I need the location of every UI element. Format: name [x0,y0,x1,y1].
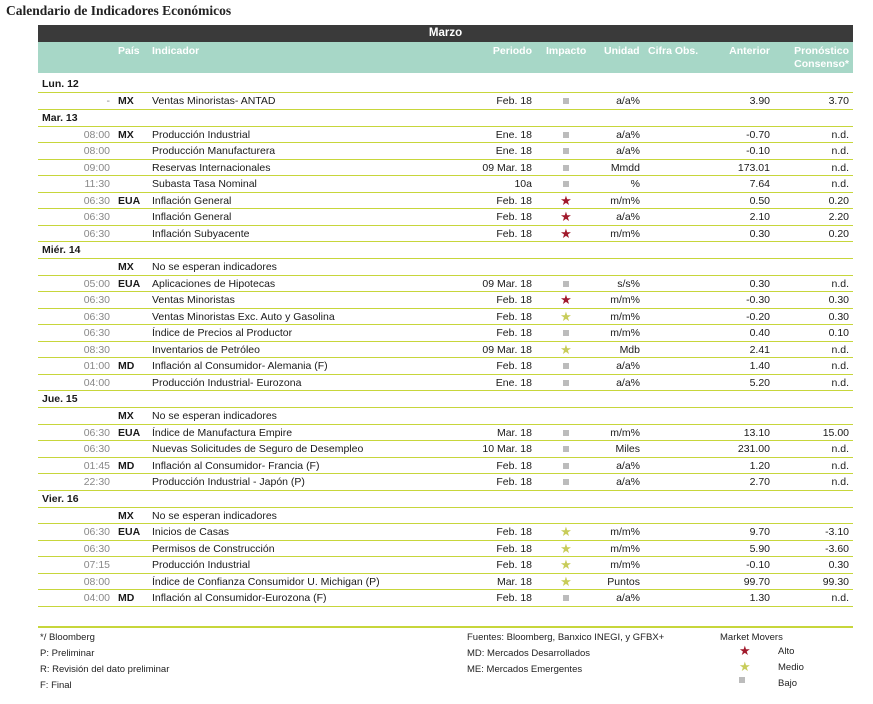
me-note: ME: Mercados Emergentes [467,664,583,675]
pronostico-cell: 0.20 [828,227,849,240]
unidad-cell: m/m% [610,542,640,555]
pronostico-cell: n.d. [831,376,849,389]
anterior-cell: 13.10 [743,426,770,439]
impact-medium-star-icon: ★ [560,540,572,556]
table-row [38,259,853,276]
hora-cell: 06:30 [83,426,110,439]
table-row [38,590,853,607]
unidad-cell: % [630,178,640,190]
unidad-cell: m/m% [610,227,640,240]
periodo-cell: Ene. 18 [495,128,532,141]
col-pais: País [118,45,140,57]
hora-cell: 08:00 [83,128,110,141]
table-row [38,193,853,210]
pronostico-cell: 0.30 [828,559,849,571]
impact-high-star-icon: ★ [560,292,572,307]
col-pronostico [774,45,849,71]
table-row [38,441,853,458]
impact-cell [558,178,574,190]
pais-cell: MD [118,360,135,372]
anterior-cell: 1.20 [749,459,770,472]
periodo-cell: Feb. 18 [496,360,532,372]
day-label: Jue. 15 [42,393,78,405]
pais-cell: EUA [118,277,141,290]
unidad-cell: m/m% [610,294,640,306]
indicador-cell: No se esperan indicadores [152,509,277,522]
table-row [38,375,853,392]
unidad-cell: a/a% [616,95,640,107]
day-label: Vier. 16 [42,492,79,505]
impact-cell [558,559,574,572]
table-row [38,309,853,326]
note-preliminar: P: Preliminar [40,648,95,659]
unidad-cell: m/m% [610,426,640,439]
note-bloomberg: */ Bloomberg [40,632,95,643]
table-row [38,458,853,475]
table-row [38,176,853,193]
note-revision: R: Revisión del dato preliminar [40,664,170,675]
periodo-cell: Ene. 18 [495,145,532,157]
table-row [38,226,853,243]
indicador-cell: Ventas Minoristas Exc. Auto y Gasolina [152,310,335,323]
legend-label: Bajo [778,678,798,689]
pronostico-cell: 0.30 [828,310,849,323]
table-row [38,292,853,309]
periodo-cell: 10a [514,178,532,190]
periodo-cell: Feb. 18 [496,310,532,323]
indicador-cell: Ventas Minoristas [152,294,235,306]
day-label: Miér. 14 [42,244,81,256]
day-header [38,110,853,127]
col-periodo: Periodo [492,45,532,57]
periodo-cell: Feb. 18 [496,559,532,571]
impact-cell [558,192,574,208]
pais-cell: MX [118,509,134,522]
unidad-cell: a/a% [616,476,640,488]
impact-cell [558,377,574,389]
hora-cell: 04:00 [83,376,110,389]
pronostico-cell: n.d. [831,443,849,455]
col-unidad: Unidad [604,45,640,57]
periodo-cell: Mar. 18 [496,426,532,439]
hora-cell: 06:30 [83,211,110,223]
col-indicador: Indicador [152,45,200,57]
impact-low-square-icon [563,132,569,138]
indicador-cell: Producción Industrial [152,559,251,571]
anterior-cell: 0.40 [749,327,770,339]
day-header [38,242,853,259]
hora-cell: 01:45 [83,459,110,472]
legend-label: Alto [778,646,795,657]
impact-cell [558,427,574,439]
impact-cell [558,225,574,241]
periodo-cell: Feb. 18 [496,294,532,306]
periodo-cell: Feb. 18 [496,542,532,555]
impact-cell [558,360,574,372]
md-note: MD: Mercados Desarrollados [467,648,591,659]
impact-high-star-icon: ★ [560,192,572,208]
pronostico-cell: 0.30 [828,294,849,306]
legend-low-square-icon [739,675,745,686]
table-row [38,160,853,177]
impact-cell [558,95,574,107]
pronostico-cell: 0.20 [828,194,849,207]
hora-cell: 06:30 [83,327,110,339]
legend-title: Market Movers [720,632,783,643]
hora-cell: 04:00 [83,592,110,604]
pronostico-cell: n.d. [831,128,849,141]
indicador-cell: Permisos de Construcción [152,542,275,555]
unidad-cell: m/m% [610,327,640,339]
hora-cell: 06:30 [83,294,110,306]
impact-low-square-icon [563,595,569,601]
anterior-cell: 2.10 [749,211,770,223]
indicador-cell: Índice de Confianza Consumidor U. Michigan (P) [152,575,380,588]
pronostico-cell: -3.10 [825,526,849,538]
indicador-cell: Ventas Minoristas- ANTAD [152,95,276,107]
indicador-cell: Nuevas Solicitudes de Seguro de Desempleo [152,443,364,455]
indicador-cell: Inflación Subyacente [152,227,250,240]
table-row [38,408,853,425]
table-row [38,276,853,293]
anterior-cell: -0.30 [746,294,770,306]
pronostico-cell: n.d. [831,360,849,372]
hora-cell: 06:30 [83,542,110,555]
col-anterior: Anterior [729,45,770,57]
hora-cell: 01:00 [83,360,110,372]
impact-low-square-icon [563,98,569,104]
col-pronostico-line2: Consenso* [794,58,849,70]
indicador-cell: Inflación General [152,211,232,223]
impact-cell [558,145,574,157]
indicador-cell: Inventarios de Petróleo [152,343,260,356]
table-row [38,325,853,342]
periodo-cell: 09 Mar. 18 [482,161,532,174]
col-pronostico-line1: Pronóstico [794,45,849,57]
day-header [38,391,853,408]
impact-cell [558,294,574,307]
table-body [38,76,853,607]
impact-cell [558,526,574,539]
month-banner: Marzo [38,25,853,42]
impact-high-star-icon: ★ [560,225,572,241]
hora-cell: 06:30 [83,310,110,323]
pais-cell: EUA [118,526,141,538]
anterior-cell: 231.00 [737,443,770,455]
pais-cell: MX [118,410,134,422]
impact-low-square-icon [563,430,569,436]
impact-low-square-icon [563,446,569,452]
periodo-cell: Feb. 18 [496,95,532,107]
periodo-cell: Feb. 18 [496,592,532,604]
day-header [38,76,853,93]
unidad-cell: Mdb [619,343,640,356]
impact-cell [558,443,574,455]
periodo-cell: Feb. 18 [496,476,532,488]
impact-low-square-icon [563,181,569,187]
impact-low-square-icon [563,479,569,485]
impact-low-square-icon [563,148,569,154]
unidad-cell: a/a% [616,376,640,389]
pronostico-cell: n.d. [831,592,849,604]
hora-cell: 11:30 [84,178,110,190]
pais-cell: EUA [118,194,141,207]
periodo-cell: Mar. 18 [496,575,532,588]
table-row [38,557,853,574]
anterior-cell: 1.30 [749,592,770,604]
impact-cell [558,341,574,357]
table-row [38,574,853,591]
indicador-cell: Inflación al Consumidor- Alemania (F) [152,360,328,372]
periodo-cell: Feb. 18 [496,227,532,240]
impact-cell [558,308,574,324]
pronostico-cell: n.d. [831,178,849,190]
indicador-cell: Producción Industrial - Japón (P) [152,476,305,488]
anterior-cell: -0.70 [746,128,770,141]
anterior-cell: 0.30 [749,227,770,240]
hora-cell: 06:30 [83,194,110,207]
table-row [38,474,853,491]
hora-cell: 06:30 [83,227,110,240]
impact-low-square-icon [563,165,569,171]
impact-cell [558,327,574,339]
hora-cell: 06:30 [83,526,110,538]
table-row [38,524,853,541]
impact-cell [558,211,574,224]
indicador-cell: Inflación General [152,194,232,207]
impact-medium-star-icon: ★ [560,308,572,324]
note-final: F: Final [40,680,72,691]
col-cifra: Cifra Obs. [648,45,699,57]
impact-medium-star-icon: ★ [560,557,572,572]
pais-cell: EUA [118,426,141,439]
unidad-cell: a/a% [616,128,640,141]
impact-low-square-icon [563,281,569,287]
unidad-cell: a/a% [616,360,640,372]
indicador-cell: Inflación al Consumidor-Eurozona (F) [152,592,327,604]
pronostico-cell: 3.70 [828,95,849,107]
unidad-cell: a/a% [616,145,640,157]
impact-cell [558,129,574,141]
anterior-cell: 9.70 [749,526,770,538]
pronostico-cell: 99.30 [822,575,849,588]
indicador-cell: Producción Manufacturera [152,145,276,157]
anterior-cell: 173.01 [737,161,770,174]
periodo-cell: Feb. 18 [496,459,532,472]
impact-cell [558,476,574,488]
impact-cell [558,592,574,604]
hora-cell: 08:00 [83,575,110,588]
impact-medium-star-icon: ★ [560,573,572,589]
anterior-cell: 2.41 [749,343,770,356]
anterior-cell: 99.70 [743,575,770,588]
anterior-cell: -0.20 [746,310,770,323]
col-impacto: Impacto [546,45,587,57]
impact-medium-star-icon: ★ [560,524,572,539]
indicators-table [38,25,853,607]
anterior-cell: 0.30 [749,277,770,290]
pais-cell: MX [118,128,134,141]
indicador-cell: Inflación al Consumidor- Francia (F) [152,459,320,472]
anterior-cell: 1.40 [749,360,770,372]
legend-medium-star-icon: ★ [739,659,751,674]
indicador-cell: No se esperan indicadores [152,261,277,273]
periodo-cell: 10 Mar. 18 [482,443,532,455]
table-row [38,93,853,110]
table-row [38,541,853,558]
anterior-cell: 0.50 [749,194,770,207]
unidad-cell: Mmdd [610,161,640,174]
periodo-cell: 09 Mar. 18 [482,277,532,290]
legend-label: Medio [778,662,804,673]
periodo-cell: 09 Mar. 18 [482,343,532,356]
pais-cell: MD [118,592,135,604]
pronostico-cell: 15.00 [822,426,849,439]
hora-cell: 09:00 [83,161,110,174]
periodo-cell: Feb. 18 [496,194,532,207]
anterior-cell: 5.20 [749,376,770,389]
periodo-cell: Feb. 18 [496,526,532,538]
day-label: Mar. 13 [42,111,78,124]
impact-cell [558,460,574,472]
table-row [38,508,853,525]
unidad-cell: m/m% [610,526,640,538]
indicador-cell: Producción Industrial [152,128,251,141]
table-header [38,42,853,73]
indicador-cell: Inicios de Casas [152,526,230,538]
table-row [38,209,853,226]
pronostico-cell: 2.20 [828,211,849,223]
periodo-cell: Ene. 18 [495,376,532,389]
impact-cell [558,573,574,589]
unidad-cell: Puntos [607,575,640,588]
anterior-cell: -0.10 [746,145,770,157]
pronostico-cell: n.d. [831,145,849,157]
page-title: Calendario de Indicadores Económicos [6,3,232,18]
sources-text: Fuentes: Bloomberg, Banxico INEGI, y GFBX+ [467,632,665,643]
hora-cell: 08:00 [83,145,110,157]
impact-medium-star-icon: ★ [560,341,572,357]
pronostico-cell: -3.60 [825,542,849,555]
impact-cell [558,540,574,556]
legend-high-star-icon: ★ [739,643,751,658]
footer-divider [38,626,853,628]
pais-cell: MD [118,459,135,472]
anterior-cell: 3.90 [749,95,770,107]
anterior-cell: -0.10 [746,559,770,571]
day-header [38,491,853,508]
unidad-cell: m/m% [610,559,640,571]
impact-high-star-icon: ★ [560,209,572,224]
pais-cell: MX [118,261,134,273]
anterior-cell: 7.64 [749,178,770,190]
impact-low-square-icon [563,380,569,386]
hora-cell: 07:15 [83,559,110,571]
indicador-cell: Índice de Precios al Productor [152,327,293,339]
table-row [38,425,853,442]
pronostico-cell: n.d. [831,459,849,472]
anterior-cell: 2.70 [749,476,770,488]
table-row [38,358,853,375]
indicador-cell: Aplicaciones de Hipotecas [152,277,276,290]
indicador-cell: Subasta Tasa Nominal [152,178,257,190]
unidad-cell: m/m% [610,194,640,207]
hora-cell: 06:30 [83,443,110,455]
impact-low-square-icon [563,463,569,469]
periodo-cell: Feb. 18 [496,211,532,223]
impact-cell [558,278,574,290]
impact-low-square-icon [563,330,569,336]
unidad-cell: m/m% [610,310,640,323]
table-row [38,143,853,160]
indicador-cell: No se esperan indicadores [152,410,277,422]
hora-cell: 05:00 [83,277,110,290]
unidad-cell: a/a% [616,592,640,604]
indicador-cell: Reservas Internacionales [152,161,271,174]
pronostico-cell: n.d. [831,476,849,488]
impact-cell [558,162,574,174]
pronostico-cell: n.d. [831,161,849,174]
hora-cell: 08:30 [83,343,110,356]
hora-cell: - [106,95,110,107]
pronostico-cell: 0.10 [828,327,849,339]
impact-low-square-icon [563,363,569,369]
anterior-cell: 5.90 [749,542,770,555]
table-row [38,127,853,144]
hora-cell: 22:30 [83,476,110,488]
pronostico-cell: n.d. [831,277,849,290]
table-row [38,342,853,359]
indicador-cell: Producción Industrial- Eurozona [152,376,302,389]
unidad-cell: a/a% [616,459,640,472]
unidad-cell: Miles [615,443,640,455]
unidad-cell: a/a% [616,211,640,223]
pronostico-cell: n.d. [831,343,849,356]
unidad-cell: s/s% [617,277,640,290]
periodo-cell: Feb. 18 [496,327,532,339]
indicador-cell: Índice de Manufactura Empire [152,426,293,439]
day-label: Lun. 12 [42,78,79,90]
pais-cell: MX [118,95,134,107]
